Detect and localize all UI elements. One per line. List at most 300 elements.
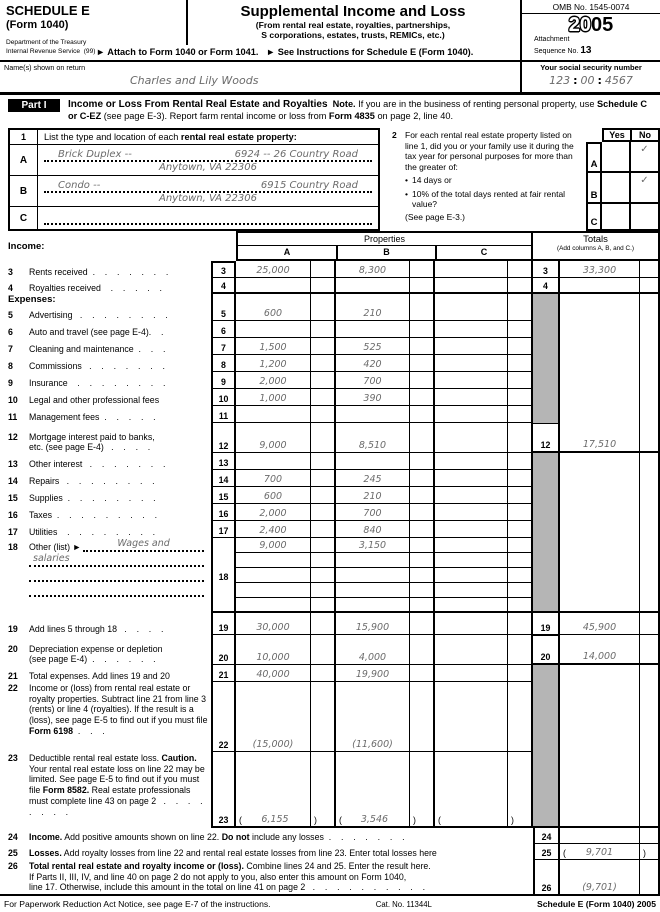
line18a-col-c[interactable] [435, 538, 508, 553]
line18e-col-c[interactable] [435, 598, 508, 613]
line7-total [560, 338, 640, 355]
line22-num-box: 22 [211, 682, 236, 752]
line5-col-a[interactable]: 600 [236, 294, 311, 321]
property-b-entry[interactable] [38, 176, 378, 206]
line16-num-box: 16 [211, 504, 236, 521]
line11-col-b[interactable] [336, 406, 410, 423]
line20-num-box: 20 [211, 635, 236, 665]
line26-label: 26 Total rental real estate and royalty income or (loss). Combine lines 24 and 25. Enter the result here. If Parts II, III, IV, and line 40 on page 2 do not apply to you, also enter this amount on Form 1040, line 17. Otherwise, include this amount in the total on line 41 on page 2 . . . . . . . . . . [8, 861, 431, 893]
line25-total[interactable]: ( 9,701 [560, 844, 640, 860]
line9-col-b[interactable]: 700 [336, 372, 410, 389]
property-c-entry[interactable] [38, 207, 378, 229]
line18-blank-line-2[interactable] [29, 586, 204, 597]
line12-num-box: 12 [211, 423, 236, 453]
line15-col-a-cents[interactable] [311, 487, 336, 504]
line18c-label [0, 568, 211, 583]
line19-col-b-cents[interactable] [410, 613, 435, 635]
property-a-type[interactable]: Brick Duplex -- [58, 149, 132, 160]
line7-col-a[interactable]: 1,500 [236, 338, 311, 355]
name-field-area [0, 62, 520, 92]
header-divider [186, 0, 188, 45]
line12-col-c[interactable] [435, 423, 508, 453]
line13-totals-shaded [533, 453, 560, 470]
table-row-15 [0, 487, 660, 504]
property-b-type[interactable]: Condo -- [58, 180, 101, 191]
line17-col-a-cents[interactable] [311, 521, 336, 538]
line16-col-b-cents[interactable] [410, 504, 435, 521]
line24-total[interactable] [560, 828, 640, 844]
line11-col-c-cents[interactable] [508, 406, 533, 423]
line16-total-cents [640, 504, 660, 521]
line11-totals-shaded [533, 406, 560, 423]
table-row-23 [0, 752, 660, 828]
line18-label: 18 Other (list) ► Wages and [0, 538, 211, 553]
property-row-c [10, 207, 378, 229]
property-b-city[interactable]: Anytown, VA 22306 [158, 193, 257, 204]
year-bold-digits: 05 [591, 14, 614, 36]
line18b-col-c-cents[interactable] [508, 553, 533, 568]
line18b-col-b-cents[interactable] [410, 553, 435, 568]
line22-col-a[interactable]: (15,000) [236, 682, 311, 752]
line18a-col-b-cents[interactable] [410, 538, 435, 553]
schedule-title: SCHEDULE E [6, 3, 90, 18]
table-row-8 [0, 355, 660, 372]
line15-label: 15 Supplies . . . . . . . . [8, 492, 156, 503]
line15-col-a[interactable]: 600 [236, 487, 311, 504]
line3-col-b-cents[interactable] [410, 261, 435, 278]
line5-col-b-cents[interactable] [410, 294, 435, 321]
line5-col-c-cents[interactable] [508, 294, 533, 321]
line21-totals-shaded [533, 665, 560, 682]
row-c-yes-cell[interactable] [602, 204, 631, 231]
paperwork-notice: For Paperwork Reduction Act Notice, see page E-7 of the instructions. [4, 899, 271, 909]
line8-col-c[interactable] [435, 355, 508, 372]
line4-total-cents[interactable] [640, 278, 660, 294]
row-a-yes-cell[interactable] [602, 142, 631, 173]
line18b-totals-shaded [533, 553, 560, 568]
line18d-col-a-cents[interactable] [311, 583, 336, 598]
line5-totals-shaded [533, 294, 560, 321]
property-b-letter: B [10, 176, 38, 206]
line7-col-c[interactable] [435, 338, 508, 355]
line21-col-c-cents[interactable] [508, 665, 533, 682]
line11-total [560, 406, 640, 423]
personal-use-row-b [586, 173, 660, 204]
attachment-label: Attachment [534, 36, 570, 43]
row-c-no-cell[interactable] [631, 204, 660, 231]
line24-total-cents[interactable] [640, 828, 660, 844]
line16-col-c[interactable] [435, 504, 508, 521]
expenses-section-label: Expenses: [8, 294, 56, 305]
line19-total[interactable]: 45,900 [560, 613, 640, 635]
line10-total [560, 389, 640, 406]
property-c-blank-line[interactable] [44, 223, 372, 225]
line4-total[interactable] [560, 278, 640, 294]
line18d-total [560, 583, 640, 598]
line19-col-c[interactable] [435, 613, 508, 635]
line4-col-b-cents[interactable] [410, 278, 435, 294]
line17-col-b-cents[interactable] [410, 521, 435, 538]
line18c-col-c[interactable] [435, 568, 508, 583]
line26-total-cents[interactable] [640, 860, 660, 894]
line7-col-b-cents[interactable] [410, 338, 435, 355]
line10-label: 10 Legal and other professional fees [8, 394, 160, 405]
line18c-col-b-cents[interactable] [410, 568, 435, 583]
line15-col-c-cents[interactable] [508, 487, 533, 504]
line18b-col-a-cents[interactable] [311, 553, 336, 568]
line3-total-cents[interactable] [640, 261, 660, 278]
line18c-col-b[interactable] [336, 568, 410, 583]
line23-col-a[interactable]: ( 6,155 [236, 752, 311, 828]
line6-col-b-cents[interactable] [410, 321, 435, 338]
page-title: Supplemental Income and Loss [240, 3, 466, 20]
row-a-no-cell[interactable] [631, 142, 660, 173]
line16-col-b[interactable]: 700 [336, 504, 410, 521]
line7-totals-shaded [533, 338, 560, 355]
line13-col-b[interactable] [336, 453, 410, 470]
personal-use-row-a [586, 142, 660, 173]
part1-title: Income or Loss From Rental Real Estate and Royalties [68, 99, 328, 110]
line8-col-a[interactable]: 1,200 [236, 355, 311, 372]
line5-num-box: 5 [211, 294, 236, 321]
line7-col-c-cents[interactable] [508, 338, 533, 355]
line22-col-c-cents[interactable] [508, 682, 533, 752]
dept-code: (99) [83, 47, 96, 55]
line12-label: 12 Mortgage interest paid to banks, etc. (see page E-4) . . . . [8, 431, 155, 452]
line12-col-a-cents[interactable] [311, 423, 336, 453]
line3-col-c-cents[interactable] [508, 261, 533, 278]
table-row-4 [0, 278, 660, 294]
line18b-col-b[interactable] [336, 553, 410, 568]
see-instructions-text: ► See Instructions for Schedule E (Form 1040). [266, 47, 474, 57]
line19-col-c-cents[interactable] [508, 613, 533, 635]
table-row-9 [0, 372, 660, 389]
line12-col-b[interactable]: 8,510 [336, 423, 410, 453]
line6-col-c[interactable] [435, 321, 508, 338]
line4-col-c[interactable] [435, 278, 508, 294]
line18d-total-cents [640, 583, 660, 598]
line6-col-c-cents[interactable] [508, 321, 533, 338]
line18c-col-a-cents[interactable] [311, 568, 336, 583]
line11-col-b-cents[interactable] [410, 406, 435, 423]
line10-col-c[interactable] [435, 389, 508, 406]
line23-col-c-cents[interactable]: ) [508, 752, 533, 828]
line21-col-b[interactable]: 19,900 [336, 665, 410, 682]
line22-col-a-cents[interactable] [311, 682, 336, 752]
line18-other-entry-2[interactable]: salaries [29, 554, 204, 567]
row-c-letter: C [586, 204, 602, 231]
row-a-check: ✓ [640, 144, 649, 155]
property-a-entry[interactable] [38, 145, 378, 175]
line12-col-a[interactable]: 9,000 [236, 423, 311, 453]
line24-totals-num: 24 [533, 828, 560, 844]
line18e-col-a[interactable] [236, 598, 311, 613]
line17-label: 17 Utilities . . . . . . . . [8, 526, 156, 537]
line19-col-b[interactable]: 15,900 [336, 613, 410, 635]
line22-col-b-cents[interactable] [410, 682, 435, 752]
line17-col-b[interactable]: 840 [336, 521, 410, 538]
line8-col-a-cents[interactable] [311, 355, 336, 372]
row-b-check: ✓ [640, 175, 649, 186]
row-a-letter: A [586, 142, 602, 173]
table-row-3 [0, 261, 660, 278]
no-header: No [631, 128, 660, 142]
line4-label: 4 Royalties received . . . . . [8, 282, 162, 293]
line15-col-b-cents[interactable] [410, 487, 435, 504]
line3-col-c[interactable] [435, 261, 508, 278]
line9-col-a[interactable]: 2,000 [236, 372, 311, 389]
table-row-18e [0, 598, 660, 613]
line9-col-c-cents[interactable] [508, 372, 533, 389]
line10-num-box: 10 [211, 389, 236, 406]
line19-label: 19 Add lines 5 through 18 . . . . [8, 623, 164, 634]
line11-col-a-cents[interactable] [311, 406, 336, 423]
line6-col-a-cents[interactable] [311, 321, 336, 338]
line13-col-c[interactable] [435, 453, 508, 470]
table-row-16 [0, 504, 660, 521]
summary-block [0, 828, 660, 896]
line18e-total-cents [640, 598, 660, 613]
line18a-col-c-cents[interactable] [508, 538, 533, 553]
yes-no-header [586, 128, 660, 142]
line18a-col-a[interactable]: 9,000 [236, 538, 311, 553]
line4-col-a-cents[interactable] [311, 278, 336, 294]
line23-col-b[interactable]: ( 3,546 [336, 752, 410, 828]
line22-col-c[interactable] [435, 682, 508, 752]
line20-col-a-cents[interactable] [311, 635, 336, 665]
header-gap [211, 231, 236, 261]
row-b-yes-cell[interactable] [602, 173, 631, 204]
line18d-col-b[interactable] [336, 583, 410, 598]
line23-col-c[interactable]: ( [435, 752, 508, 828]
line10-col-a[interactable]: 1,000 [236, 389, 311, 406]
line23-col-b-cents[interactable]: ) [410, 752, 435, 828]
line12-col-c-cents[interactable] [508, 423, 533, 453]
line10-totals-shaded [533, 389, 560, 406]
line20-total-cents[interactable] [640, 635, 660, 665]
line18-num-box-bottom [211, 598, 236, 613]
attachment-sequence [522, 36, 660, 57]
line22-totals-shaded [533, 682, 560, 752]
line20-col-c-cents[interactable] [508, 635, 533, 665]
line3-total[interactable]: 33,300 [560, 261, 640, 278]
line14-col-b-cents[interactable] [410, 470, 435, 487]
line14-num-box: 14 [211, 470, 236, 487]
line18b-total [560, 553, 640, 568]
line18b-col-c[interactable] [435, 553, 508, 568]
line14-totals-shaded [533, 470, 560, 487]
line23-totals-shaded [533, 752, 560, 828]
line10-col-b[interactable]: 390 [336, 389, 410, 406]
line18a-col-b[interactable]: 3,150 [336, 538, 410, 553]
line6-total [560, 321, 640, 338]
line26-total[interactable]: (9,701) [560, 860, 640, 894]
attach-instructions [96, 47, 473, 57]
part1-heading [0, 95, 660, 128]
line16-col-a[interactable]: 2,000 [236, 504, 311, 521]
line15-col-b[interactable]: 210 [336, 487, 410, 504]
header-spacer [586, 128, 602, 142]
note-bold: Note. [332, 99, 356, 109]
line6-label: 6 Auto and travel (see page E-4). . [8, 326, 164, 337]
line6-col-a[interactable] [236, 321, 311, 338]
subtitle-line1: (From rental real estate, royalties, partnerships, [255, 20, 451, 30]
line9-totals-shaded [533, 372, 560, 389]
row-b-no-cell[interactable] [631, 173, 660, 204]
line20-col-b-cents[interactable] [410, 635, 435, 665]
line9-col-c[interactable] [435, 372, 508, 389]
line16-col-a-cents[interactable] [311, 504, 336, 521]
property-a-street[interactable]: 6924 -- 26 Country Road [234, 149, 358, 160]
line5-total [560, 294, 640, 321]
table-row-20 [0, 635, 660, 665]
line14-col-c[interactable] [435, 470, 508, 487]
line6-col-b[interactable] [336, 321, 410, 338]
line12-total-cents[interactable] [640, 423, 660, 453]
line18-other-entry-1[interactable]: Wages and [83, 539, 204, 552]
line18e-col-c-cents[interactable] [508, 598, 533, 613]
line21-total [560, 665, 640, 682]
line15-total [560, 487, 640, 504]
line10-col-c-cents[interactable] [508, 389, 533, 406]
totals-header: Totals [583, 234, 608, 245]
line7-total-cents [640, 338, 660, 355]
line21-num-box: 21 [211, 665, 236, 682]
line15-total-cents [640, 487, 660, 504]
line18d-col-c[interactable] [435, 583, 508, 598]
bullet-icon: • [405, 188, 408, 199]
line14-col-a[interactable]: 700 [236, 470, 311, 487]
line21-col-a[interactable]: 40,000 [236, 665, 311, 682]
line18c-col-a[interactable] [236, 568, 311, 583]
line17-num-box: 17 [211, 521, 236, 538]
line21-col-c[interactable] [435, 665, 508, 682]
line8-col-b-cents[interactable] [410, 355, 435, 372]
totals-header-box [533, 231, 660, 261]
line19-col-a[interactable]: 30,000 [236, 613, 311, 635]
line2-question: For each rental real estate property listed on line 1, did you or your family use it during the tax year for personal purposes for more than the greater of: [405, 130, 577, 172]
line18d-col-c-cents[interactable] [508, 583, 533, 598]
line16-col-c-cents[interactable] [508, 504, 533, 521]
line15-col-c[interactable] [435, 487, 508, 504]
line13-col-a-cents[interactable] [311, 453, 336, 470]
property-a-city[interactable]: Anytown, VA 22306 [158, 162, 257, 173]
line8-col-b[interactable]: 420 [336, 355, 410, 372]
line18e-label [0, 598, 211, 613]
line21-total-cents [640, 665, 660, 682]
line10-col-a-cents[interactable] [311, 389, 336, 406]
line11-col-c[interactable] [435, 406, 508, 423]
line4-col-b[interactable] [336, 278, 410, 294]
line20-col-b[interactable]: 4,000 [336, 635, 410, 665]
line7-col-a-cents[interactable] [311, 338, 336, 355]
line14-col-a-cents[interactable] [311, 470, 336, 487]
line21-col-a-cents[interactable] [311, 665, 336, 682]
line4-col-c-cents[interactable] [508, 278, 533, 294]
line23-total [560, 752, 640, 828]
table-row-25 [0, 844, 660, 860]
personal-use-question [380, 128, 660, 231]
table-row-14 [0, 470, 660, 487]
line3-col-a[interactable]: 25,000 [236, 261, 311, 278]
line3-num-box: 3 [211, 261, 236, 278]
line13-col-c-cents[interactable] [508, 453, 533, 470]
table-row-6 [0, 321, 660, 338]
line17-col-c[interactable] [435, 521, 508, 538]
line18c-col-c-cents[interactable] [508, 568, 533, 583]
line8-total [560, 355, 640, 372]
line16-totals-shaded [533, 504, 560, 521]
name-row [0, 62, 660, 95]
line23-col-a-cents[interactable]: ) [311, 752, 336, 828]
property-b-street[interactable]: 6915 Country Road [260, 180, 358, 191]
line5-col-b[interactable]: 210 [336, 294, 410, 321]
line18b-col-a[interactable] [236, 553, 311, 568]
line25-total-cents[interactable]: ) [640, 844, 660, 860]
line12-col-b-cents[interactable] [410, 423, 435, 453]
form-id-footer: Schedule E (Form 1040) 2005 [537, 899, 656, 909]
table-row-7 [0, 338, 660, 355]
line7-col-b[interactable]: 525 [336, 338, 410, 355]
line12-total[interactable]: 17,510 [560, 423, 640, 453]
line22-col-b[interactable]: (11,600) [336, 682, 410, 752]
line5-col-c[interactable] [435, 294, 508, 321]
line19-total-cents[interactable] [640, 613, 660, 635]
line18d-col-a[interactable] [236, 583, 311, 598]
line21-col-b-cents[interactable] [410, 665, 435, 682]
line18a-total-cents [640, 538, 660, 553]
ssn-value[interactable]: 123 : 00 : 4567 [549, 74, 633, 87]
line8-col-c-cents[interactable] [508, 355, 533, 372]
line20-total[interactable]: 14,000 [560, 635, 640, 665]
line9-col-b-cents[interactable] [410, 372, 435, 389]
line18d-label [0, 583, 211, 598]
line20-col-c[interactable] [435, 635, 508, 665]
line18e-totals-shaded [533, 598, 560, 613]
line17-col-a[interactable]: 2,400 [236, 521, 311, 538]
line18e-col-b-cents[interactable] [410, 598, 435, 613]
line18-blank-line-1[interactable] [29, 571, 204, 582]
line3-totals-num: 3 [533, 261, 560, 278]
line19-col-a-cents[interactable] [311, 613, 336, 635]
line9-col-a-cents[interactable] [311, 372, 336, 389]
name-value[interactable]: Charles and Lily Woods [130, 74, 259, 87]
line14-col-c-cents[interactable] [508, 470, 533, 487]
column-c-header: C [480, 247, 488, 257]
line24-label: 24 Income. Add positive amounts shown on line 22. Do not include any losses . . . . . . . [8, 832, 405, 843]
line14-col-b[interactable]: 245 [336, 470, 410, 487]
line5-col-a-cents[interactable] [311, 294, 336, 321]
name-label: Name(s) shown on return [4, 63, 86, 72]
line17-col-c-cents[interactable] [508, 521, 533, 538]
line18d-totals-shaded [533, 583, 560, 598]
line13-col-a[interactable] [236, 453, 311, 470]
line4-col-a[interactable] [236, 278, 311, 294]
line18d-col-b-cents[interactable] [410, 583, 435, 598]
line20-col-a[interactable]: 10,000 [236, 635, 311, 665]
line10-col-b-cents[interactable] [410, 389, 435, 406]
line11-col-a[interactable] [236, 406, 311, 423]
line18e-col-b[interactable] [336, 598, 410, 613]
line13-col-b-cents[interactable] [410, 453, 435, 470]
table-row-18b [0, 553, 660, 568]
line18e-col-a-cents[interactable] [311, 598, 336, 613]
line3-col-a-cents[interactable] [311, 261, 336, 278]
line3-col-b[interactable]: 8,300 [336, 261, 410, 278]
line11-total-cents [640, 406, 660, 423]
line8-num-box: 8 [211, 355, 236, 372]
line18a-col-a-cents[interactable] [311, 538, 336, 553]
